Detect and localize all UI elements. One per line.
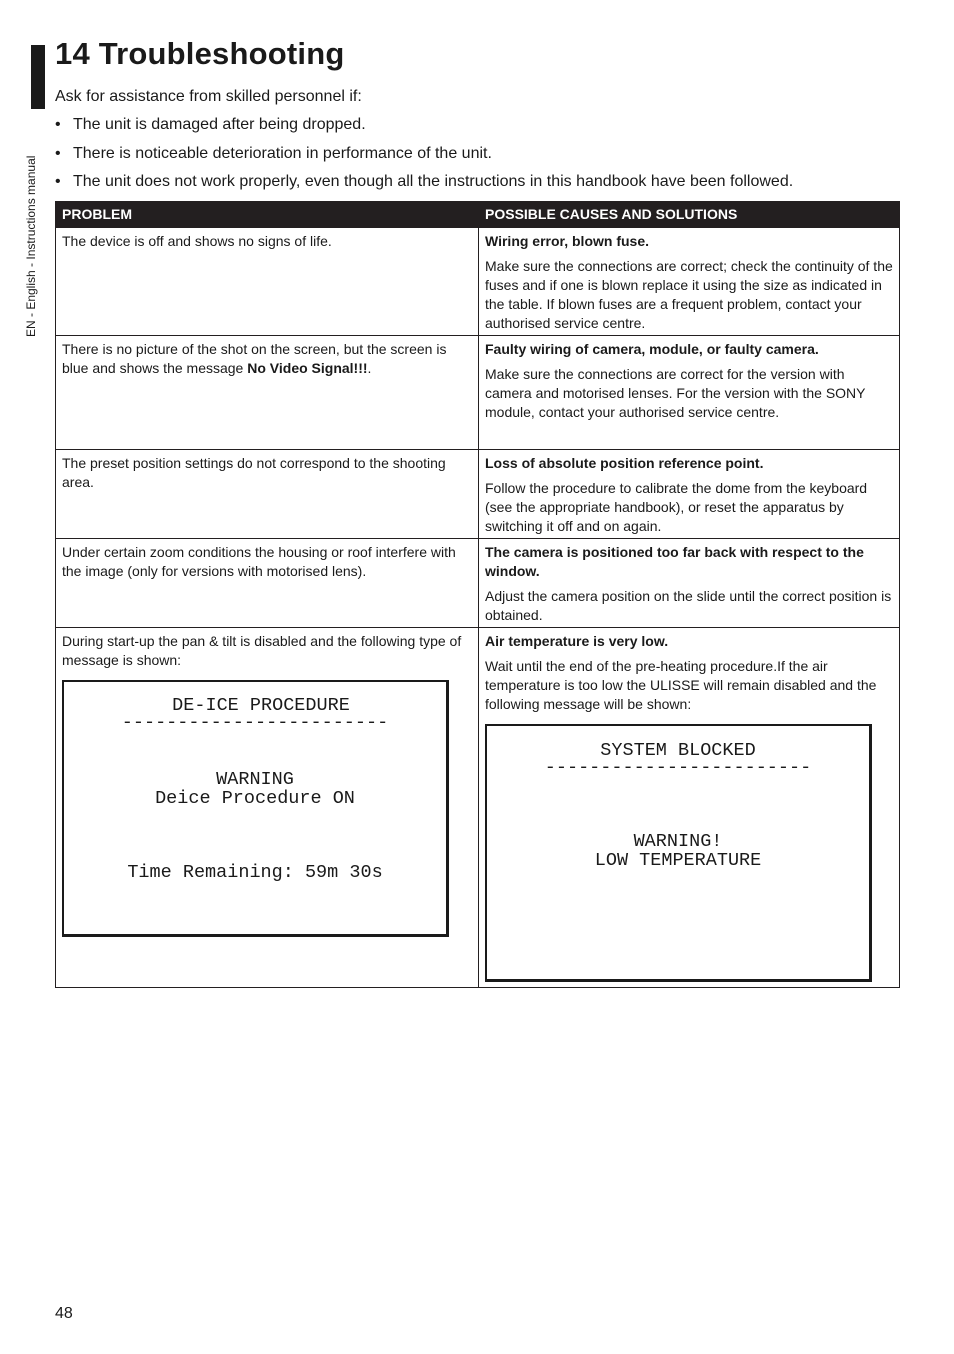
screen-time-remaining: Time Remaining: 59m 30s [127, 862, 383, 883]
solution-cell [479, 539, 900, 628]
solution-text: Make sure the connections are correct for the version with camera and motorised lenses. For the version with the SONY module, contact your authorised service centre. [485, 366, 866, 420]
problem-cell [56, 450, 479, 539]
screen-title: SYSTEM BLOCKED [600, 740, 756, 761]
screen-warning: WARNING [216, 769, 294, 790]
cause-text: The camera is positioned too far back with respect to the window. [485, 544, 864, 579]
troubleshooting-table [55, 201, 900, 988]
bullet-list [55, 116, 793, 202]
problem-text-end: . [367, 360, 372, 376]
column-header-solutions: POSSIBLE CAUSES AND SOLUTIONS [479, 202, 900, 228]
system-blocked-screen-message [485, 724, 872, 982]
cause-text: Faulty wiring of camera, module, or faulty camera. [485, 341, 819, 357]
list-item: • The unit is damaged after being dropped. [55, 116, 793, 145]
column-header-problem: PROBLEM [56, 202, 479, 228]
cause-text: Loss of absolute position reference point. [485, 455, 764, 471]
cause-text: Wiring error, blown fuse. [485, 233, 650, 249]
problem-text: The device is off and shows no signs of life. [62, 233, 332, 249]
cause-text: Air temperature is very low. [485, 633, 669, 649]
problem-cell [56, 228, 479, 336]
side-label: EN - English - Instructions manual [24, 155, 38, 337]
problem-text: The preset position settings do not correspond to the shooting area. [62, 455, 446, 490]
solution-text: Follow the procedure to calibrate the dome from the keyboard (see the appropriate handbook), or reset the apparatus by switching it off and on again. [485, 480, 868, 534]
problem-text: During start-up the pan & tilt is disabled and the following type of message is shown: [62, 633, 462, 668]
screen-warning: WARNING! [633, 831, 723, 852]
page-title: 14 Troubleshooting [55, 36, 345, 71]
problem-text: There is no picture of the shot on the screen, but the screen is blue and shows the message [62, 341, 447, 376]
screen-status: Deice Procedure ON [155, 788, 355, 809]
section-marker-bar [31, 45, 45, 109]
table-row [56, 628, 900, 988]
problem-cell [56, 628, 479, 988]
problem-cell [56, 539, 479, 628]
table-row [56, 336, 900, 450]
table-header-row [56, 202, 900, 228]
solution-text: Make sure the connections are correct; check the continuity of the fuses and if one is blown replace it using the size as indicated in the table. If blown fuses are a frequent problem, contact your authorised service centre. [485, 258, 893, 331]
page-number: 48 [55, 1305, 73, 1322]
problem-text: Under certain zoom conditions the housing or roof interfere with the image (only for versions with motorised lens). [62, 544, 456, 579]
solution-cell [479, 628, 900, 988]
solution-cell [479, 450, 900, 539]
screen-title: DE-ICE PROCEDURE [172, 695, 350, 716]
screen-status: LOW TEMPERATURE [594, 850, 762, 871]
solution-cell [479, 228, 900, 336]
table-row [56, 450, 900, 539]
screen-rule: ------------------------ [121, 712, 389, 733]
solution-text: Adjust the camera position on the slide until the correct position is obtained. [485, 588, 892, 623]
problem-message-bold: No Video Signal!!! [247, 360, 368, 376]
solution-text: Wait until the end of the pre-heating procedure.If the air temperature is too low the ULISSE will remain disabled and the following message will be shown: [485, 658, 877, 712]
problem-cell [56, 336, 479, 450]
table-row [56, 539, 900, 628]
screen-rule: ------------------------ [544, 757, 812, 778]
intro-text: Ask for assistance from skilled personnel if: [55, 88, 362, 105]
list-item: • There is noticeable deterioration in performance of the unit. [55, 145, 793, 174]
solution-cell [479, 336, 900, 450]
deice-screen-message [62, 680, 449, 937]
table-row [56, 228, 900, 336]
list-item: • The unit does not work properly, even though all the instructions in this handbook have been followed. [55, 173, 793, 202]
